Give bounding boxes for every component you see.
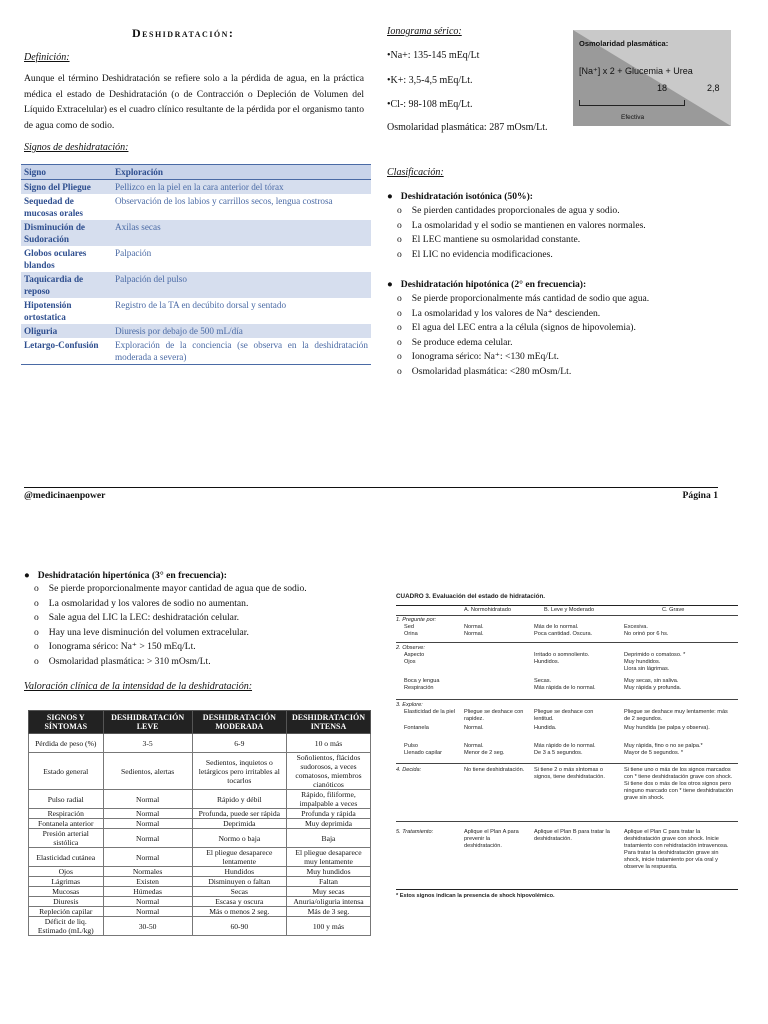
value-cell: Rápido, filiforme, impalpable a veces [286, 790, 370, 809]
value-cell: Normal [103, 790, 192, 809]
list-item [397, 336, 727, 351]
value-cell: Muy secas [286, 887, 370, 897]
value-cell: No orinó por 6 hs. [624, 631, 669, 637]
list-item-text: Se pierde proporcionalmente mayor cantidad de agua que de sodio. [48, 583, 307, 594]
clasificacion-group [387, 191, 727, 262]
section-label: 5. Tratamiento: [396, 829, 434, 835]
value-cell: Aplique el Plan C para tratar la deshidratación grave con shock. Inicie tratamiento con rehidratación intravenosa. Para tratar la deshidratación grave sin shock, inicie tratamiento por vía oral y observe la respuesta. [624, 829, 729, 870]
list-item-text: La osmolaridad y el sodio se mantienen en valores normales. [411, 219, 646, 231]
exploracion-cell: Observación de los labios y carrillos secos, lengua costrosa [115, 196, 333, 206]
exploracion-cell: Palpación [115, 248, 152, 258]
signo-cell: Letargo-Confusión [21, 338, 112, 365]
table-row [29, 790, 371, 809]
value-cell: 100 y más [286, 917, 370, 936]
value-cell: Faltan [286, 877, 370, 887]
bullet-icon: ● [387, 191, 393, 202]
hipertonica-group [24, 570, 374, 669]
value-cell: Normal. [464, 743, 484, 749]
section-label: 2. Observe: [396, 645, 425, 651]
value-cell: Más rápido de lo normal. [534, 743, 596, 749]
value-cell: Escasa y oscura [192, 897, 286, 907]
list-item [397, 204, 727, 219]
signo-cell: Globos oculares blandos [24, 248, 87, 270]
signo-cell: Disminución de Sudoración [21, 220, 112, 246]
table-row [21, 298, 371, 324]
table-row [29, 887, 371, 897]
value-cell: 3-5 [103, 734, 192, 753]
circle-bullet-icon: o [397, 307, 402, 319]
value-cell: Muy hundidos [286, 867, 370, 877]
exploracion-cell: Palpación del pulso [112, 272, 371, 298]
value-cell: Anuria/oliguria intensa [286, 897, 370, 907]
value-cell: Excesiva. [624, 624, 648, 630]
value-cell: Hundidos [192, 867, 286, 877]
section-label: 4. Decida: [396, 767, 422, 773]
list-item-text: Se pierde proporcionalmente más cantidad de sodio que agua. [411, 293, 650, 304]
list-item-text: Osmolaridad plasmática: <280 mOsm/Lt. [411, 365, 572, 377]
value-cell: El pliegue desaparece lentamente [192, 848, 286, 867]
signo-cell: Signo del Pliegue [21, 180, 112, 195]
circle-bullet-icon: o [397, 336, 402, 348]
table-row [29, 753, 371, 790]
table-row [29, 734, 371, 753]
cuadro-col-header: C. Grave [662, 607, 685, 613]
value-cell: Normal [103, 907, 192, 917]
osmo-formula: [Na⁺] x 2 + Glucemia + Urea [579, 66, 693, 76]
exploracion-cell: Diuresis por debajo de 500 mL/día [112, 324, 371, 338]
value-cell: Normal. [464, 725, 484, 731]
signos-heading: Signos de deshidratación: [24, 142, 129, 153]
circle-bullet-icon: o [397, 293, 402, 304]
value-cell: Normal. [464, 631, 484, 637]
ionograma-osm: Osmolaridad plasmática: 287 mOsm/Lt. [387, 122, 548, 133]
row-label: Boca y lengua [404, 678, 440, 684]
value-cell: El pliegue desaparece muy lentamente [286, 848, 370, 867]
signo-cell: Hipotensión ortostatica [24, 300, 72, 322]
definicion-text: Aunque el término Deshidratación se refiere solo a la pérdida de agua, en la práctica médica el estado de Deshidratación (o de Contracción o Depleción de Volumen del Líquido Extracelular) es el cuadro clínico resultante de la pérdida por el organismo tanto de agua como de sodio. [24, 73, 365, 131]
value-cell: Secas. [534, 678, 552, 684]
signo-cell: Repleción capilar [29, 907, 104, 917]
osmolaridad-formula-image [573, 30, 731, 126]
section-label: 3. Explore: [396, 702, 423, 708]
value-cell: Si tiene uno o más de los signos marcados con * tiene deshidratación grave con shock. Si tiene dos o más de los otros signos pero ninguno marcado con * tiene deshidratación grave sin shock. [624, 767, 734, 801]
valoracion-col-header: SIGNOS Y SÍNTOMAS [29, 711, 104, 734]
value-cell: Sedientos, alertas [103, 753, 192, 790]
ionograma-na: •Na+: 135-145 mEq/Lt [387, 50, 480, 61]
value-cell: Llora sin lágrimas. [624, 666, 670, 672]
brace-line [579, 100, 685, 106]
value-cell: Más rápida de lo normal. [534, 685, 596, 691]
circle-bullet-icon: o [34, 612, 39, 623]
list-item-text: El LIC no evidencia modificaciones. [411, 248, 553, 260]
signo-cell: Diuresis [29, 897, 104, 907]
bullet-icon: ● [387, 279, 393, 290]
value-cell: Existen [103, 877, 192, 887]
row-label: Aspecto [404, 652, 425, 658]
table-row [29, 867, 371, 877]
row-label: Elasticidad de la piel [404, 709, 455, 715]
ionograma-cl: •Cl-: 98-108 mEq/Lt. [387, 99, 473, 110]
signo-cell: Ojos [29, 867, 104, 877]
value-cell: Menor de 2 seg. [464, 750, 505, 756]
table-row [21, 338, 371, 365]
group-title-text: Deshidratación hipertónica (3° en frecuencia): [37, 570, 227, 581]
valoracion-col-header: DESHIDRATACIÓN INTENSA [286, 711, 370, 734]
signo-cell: Pérdida de peso (%) [29, 734, 104, 753]
signo-cell: Respiración [29, 809, 104, 819]
group-title-text: Deshidratación isotónica (50%): [400, 191, 533, 202]
value-cell: Muy rápida, fino o no se palpa.* [624, 743, 703, 749]
signo-cell: Fontanela anterior [29, 819, 104, 829]
list-item [34, 640, 374, 655]
list-item [397, 219, 727, 234]
table-row [21, 324, 371, 338]
value-cell: Normal [103, 829, 192, 848]
table-row [29, 809, 371, 819]
bullet-icon: ● [24, 570, 30, 581]
ionograma-k: •K+: 3,5-4,5 mEq/Lt. [387, 75, 473, 86]
value-cell: Profunda y rápida [286, 809, 370, 819]
value-cell: Muy secas, sin saliva. [624, 678, 679, 684]
page-title: Deshidratación: [132, 26, 235, 40]
table-row [29, 829, 371, 848]
table-row [29, 848, 371, 867]
table-row [21, 220, 371, 246]
row-label: Fontanela [404, 725, 429, 731]
circle-bullet-icon: o [397, 205, 402, 216]
table-row [29, 917, 371, 936]
signo-cell: Estado general [29, 753, 104, 790]
table-row [21, 194, 371, 220]
circle-bullet-icon: o [34, 626, 39, 638]
list-item-text: Se pierden cantidades proporcionales de agua y sodio. [411, 205, 620, 216]
value-cell: Baja [286, 829, 370, 848]
exploracion-cell: Exploración de la conciencia (se observa en la deshidratación moderada a severa) [112, 338, 371, 365]
signo-cell: Sequedad de mucosas orales [24, 196, 83, 218]
exploracion-cell: Pellizco en la piel en la cara anterior del tórax [112, 180, 371, 195]
row-label: Orina [404, 631, 418, 637]
definicion-heading: Definición: [24, 52, 70, 63]
table-row [29, 819, 371, 829]
value-cell: Aplique el Plan B para tratar la deshidratación. [534, 829, 610, 842]
value-cell: Más de lo normal. [534, 624, 579, 630]
signo-cell: Oliguria [21, 324, 112, 338]
value-cell: Pliegue se deshace muy lentamente: más de 2 segundos. [624, 709, 728, 722]
group-title-text: Deshidratación hipotónica (2° en frecuencia): [400, 279, 587, 290]
valoracion-table [28, 710, 371, 936]
value-cell: Pliegue se deshace con rapidez. [464, 709, 524, 722]
value-cell: Normal [103, 897, 192, 907]
footer-handle: @medicinaenpower [24, 490, 106, 501]
list-item [397, 248, 727, 263]
value-cell: Normal [103, 848, 192, 867]
valoracion-col-header: DESHIDRATACIÓN MODERADA [192, 711, 286, 734]
cuadro-col-header: A. Normohidratado [464, 607, 511, 613]
table-row [29, 897, 371, 907]
table-row [21, 272, 371, 298]
value-cell: Rápido y débil [192, 790, 286, 809]
signo-cell: Mucosas [29, 887, 104, 897]
group-title [387, 279, 727, 290]
list-item-text: Se produce edema celular. [411, 336, 513, 348]
value-cell: Deprimido o comatoso. * [624, 652, 686, 658]
value-cell: Disminuyen o faltan [192, 877, 286, 887]
value-cell: Hundidos. [534, 659, 560, 665]
ionograma-heading: Ionograma sérico: [387, 26, 462, 37]
value-cell: Profunda, puede ser rápida [192, 809, 286, 819]
circle-bullet-icon: o [34, 597, 39, 609]
signos-col-header: Exploración [112, 165, 371, 180]
value-cell: Soñolientos, flácidos sudorosos, a veces comatosos, miembros cianóticos [286, 753, 370, 790]
circle-bullet-icon: o [397, 248, 402, 260]
circle-bullet-icon: o [34, 655, 39, 667]
list-item-text: Osmolaridad plasmática: > 310 mOsm/Lt. [48, 655, 211, 667]
signo-cell: Presión arterial sistólica [29, 829, 104, 848]
list-item-text: La osmolaridad y los valores de sodio no aumentan. [48, 597, 249, 609]
value-cell: 10 o más [286, 734, 370, 753]
circle-bullet-icon: o [397, 322, 402, 333]
cuadro-col-header: B. Leve y Moderado [544, 607, 595, 613]
list-item [34, 626, 374, 641]
list-item-text: La osmolaridad y los valores de Na⁺ descienden. [411, 307, 601, 319]
list-item [34, 611, 374, 626]
section-label: 1. Pregunte por: [396, 617, 437, 623]
osmo-28: 2,8 [707, 83, 720, 93]
circle-bullet-icon: o [397, 234, 402, 245]
value-cell: Si tiene 2 o más síntomas o signos, tiene deshidratación. [534, 767, 605, 780]
valoracion-col-header: DESHIDRATACIÓN LEVE [103, 711, 192, 734]
value-cell: Irritado o somnoliento. [534, 652, 590, 658]
circle-bullet-icon: o [34, 641, 39, 652]
signo-cell: Pulso radial [29, 790, 104, 809]
value-cell: Más de 3 seg. [286, 907, 370, 917]
list-item [397, 365, 727, 380]
exploracion-cell: Axilas secas [112, 220, 371, 246]
list-item [34, 655, 374, 670]
list-item-text: El LEC mantiene su osmolaridad constante. [411, 234, 581, 245]
table-row [29, 907, 371, 917]
value-cell: Muy deprimida [286, 819, 370, 829]
value-cell: Muy hundidos. [624, 659, 661, 665]
value-cell: De 3 a 5 segundos. [534, 750, 583, 756]
value-cell: Aplique el Plan A para prevenir la deshidratación. [464, 829, 519, 849]
circle-bullet-icon: o [397, 219, 402, 231]
exploracion-cell: Registro de la TA en decúbito dorsal y sentado [115, 300, 287, 310]
osmo-18: 18 [657, 83, 668, 93]
value-cell: 30-50 [103, 917, 192, 936]
list-item [34, 597, 374, 612]
page-number: Página 1 [682, 490, 718, 501]
group-title [387, 191, 727, 202]
value-cell: Sedientos, inquietos o letárgicos pero irritables al tocarlos [192, 753, 286, 790]
circle-bullet-icon: o [397, 365, 402, 377]
table-row [29, 877, 371, 887]
value-cell: 60-90 [192, 917, 286, 936]
signo-cell: Lágrimas [29, 877, 104, 887]
list-item-text: El agua del LEC entra a la célula (signos de hipovolemia). [411, 322, 636, 333]
value-cell: Normo o baja [192, 829, 286, 848]
cuadro-note: * Estos signos indican la presencia de shock hipovolémico. [396, 893, 555, 899]
table-row [21, 180, 371, 195]
row-label: Sed [404, 624, 414, 630]
value-cell: Más o menos 2 seg. [192, 907, 286, 917]
row-label: Ojos [404, 659, 416, 665]
signo-cell: Elasticidad cutánea [29, 848, 104, 867]
value-cell: 6-9 [192, 734, 286, 753]
circle-bullet-icon: o [397, 351, 402, 362]
value-cell: Normales [103, 867, 192, 877]
signos-col-header: Signo [21, 165, 112, 180]
clasificacion-group [387, 279, 727, 379]
value-cell: Normal. [464, 624, 484, 630]
list-item [397, 292, 727, 307]
list-item-text: Ionograma sérico: Na⁺ > 150 mEq/Lt. [48, 641, 196, 652]
valoracion-heading: Valoración clínica de la intensidad de la deshidratación: [24, 681, 253, 692]
osmo-efectiva: Efectiva [621, 114, 645, 121]
list-item-text: Ionograma sérico: Na⁺: <130 mEq/Lt. [411, 351, 559, 362]
value-cell: Secas [192, 887, 286, 897]
value-cell: No tiene deshidratación. [464, 767, 525, 773]
list-item [397, 307, 727, 322]
group-title [24, 570, 374, 581]
value-cell: Húmedas [103, 887, 192, 897]
row-label: Pulso [404, 743, 418, 749]
page-footer [24, 487, 718, 501]
value-cell: Pliegue se deshace con lentitud. [534, 709, 594, 722]
value-cell: Mayor de 5 segundos. * [624, 750, 684, 756]
value-cell: Poca cantidad. Oscura. [534, 631, 593, 637]
list-item [397, 321, 727, 336]
value-cell: Normal [103, 809, 192, 819]
row-label: Llenado capilar [404, 750, 442, 756]
list-item [397, 350, 727, 365]
list-item-text: Hay una leve disminución del volumen extracelular. [48, 626, 249, 638]
value-cell: Hundida. [534, 725, 557, 731]
signos-table [21, 164, 371, 365]
osmo-box-title: Osmolaridad plasmática: [579, 39, 669, 48]
value-cell: Normal [103, 819, 192, 829]
table-row [21, 246, 371, 272]
circle-bullet-icon: o [34, 583, 39, 594]
row-label: Respiración [404, 685, 434, 691]
value-cell: Muy hundida (se palpa y observa). [624, 725, 710, 731]
list-item [34, 582, 374, 597]
list-item [397, 233, 727, 248]
signo-cell: Taquicardia de reposo [21, 272, 112, 298]
list-item-text: Sale agua del LIC la LEC: deshidratación celular. [48, 612, 240, 623]
signo-cell: Déficit de liq. Estimado (mL/kg) [29, 917, 104, 936]
value-cell: Muy rápida y profunda. [624, 685, 682, 691]
value-cell: Deprimida [192, 819, 286, 829]
cuadro-title: CUADRO 3. Evaluación del estado de hidratación. [396, 593, 546, 600]
clasificacion-heading: Clasificación: [387, 167, 444, 178]
